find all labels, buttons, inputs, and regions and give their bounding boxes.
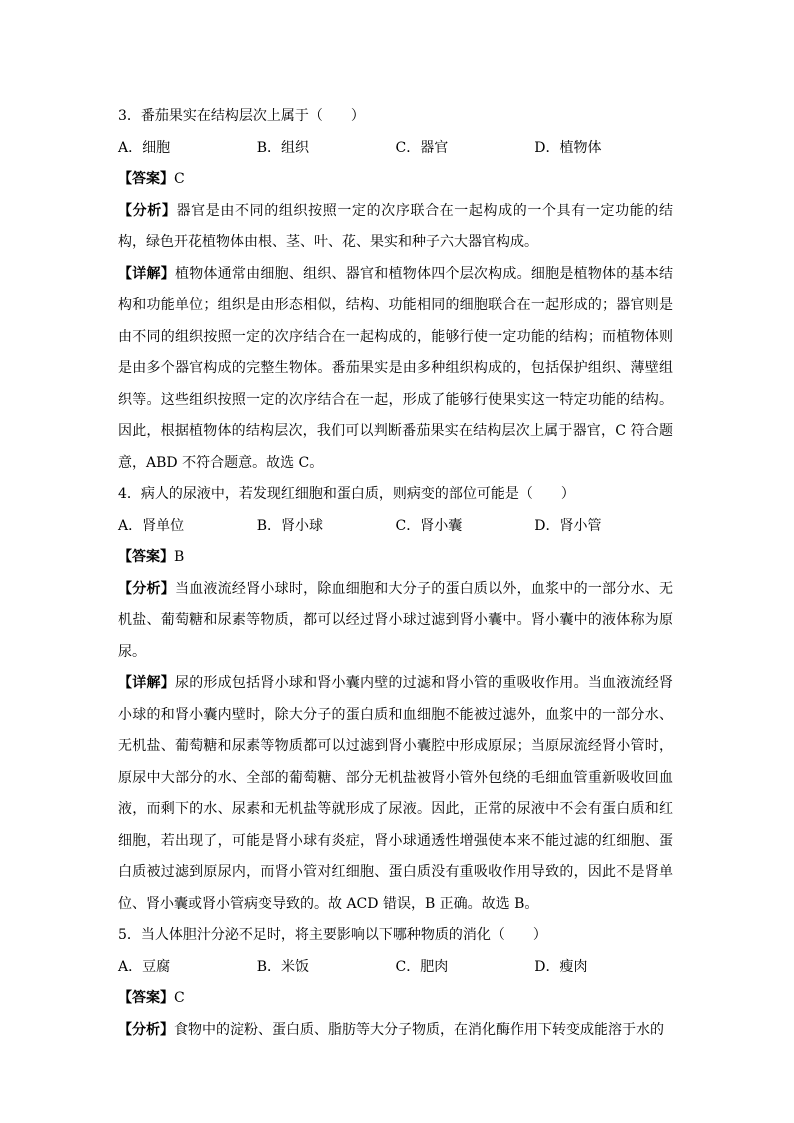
option-b: B．米饭 bbox=[256, 958, 310, 975]
question-options bbox=[118, 133, 673, 165]
answer-tag: 【答案】 bbox=[118, 990, 174, 1006]
option-a: A．豆腐 bbox=[118, 958, 171, 975]
answer-line bbox=[118, 542, 673, 574]
detail-text: 植物体通常由细胞、组织、器官和植物体四个层次构成。细胞是植物体的基本结构和功能单位；组织是由形态相似，结构、功能相同的细胞联合在一起形成的；器官则是由不同的组织按照一定的次序结合在一起构成的，能够行使一定功能的结构；而植物体则是由多个器官构成的完整生物体。番茄果实是由多种组织构成的，包括保护组织、薄壁组织等。这些组织按照一定的次序结合在一起，形成了能够行使果实这一特定功能的结构。因此，根据植物体的结构层次，我们可以判断番茄果实在结构层次上属于器官，C 符合题意，ABD 不符合题意。故选 C。 bbox=[118, 265, 674, 471]
option-b: B．肾小球 bbox=[256, 517, 324, 534]
analysis-text: 当血液流经肾小球时，除血细胞和大分子的蛋白质以外，血浆中的一部分水、无机盐、葡萄糖和尿素等物质，都可以经过肾小球过滤到肾小囊中。肾小囊中的液体称为原尿。 bbox=[118, 580, 674, 660]
answer-line bbox=[118, 983, 673, 1015]
document-body bbox=[118, 101, 673, 1046]
answer-tag: 【答案】 bbox=[118, 549, 174, 565]
option-d: D．植物体 bbox=[534, 139, 602, 156]
detail-tag: 【详解】 bbox=[118, 265, 175, 282]
question-options bbox=[118, 511, 673, 543]
analysis-text: 食物中的淀粉、蛋白质、脂肪等大分子物质，在消化酶作用下转变成能溶于水的 bbox=[174, 1021, 664, 1038]
option-a: A．肾单位 bbox=[118, 517, 185, 534]
question-5 bbox=[118, 920, 673, 1046]
option-c: C．肾小囊 bbox=[395, 517, 463, 534]
analysis-paragraph bbox=[118, 574, 673, 669]
answer-tag: 【答案】 bbox=[118, 171, 174, 187]
detail-tag: 【详解】 bbox=[118, 675, 175, 691]
option-b: B．组织 bbox=[256, 139, 310, 156]
answer-line bbox=[118, 164, 673, 196]
question-options bbox=[118, 952, 673, 984]
detail-text: 尿的形成包括肾小球和肾小囊内壁的过滤和肾小管的重吸收作用。当血液流经肾小球的和肾小囊内壁时，除大分子的蛋白质和血细胞不能被过滤外，血浆中的一部分水、无机盐、葡萄糖和尿素等物质都可以过滤到肾小囊腔中形成原尿；当原尿流经肾小管时，原尿中大部分的水、全部的葡萄糖、部分无机盐被肾小管外包绕的毛细血管重新吸收回血液，而剩下的水、尿素和无机盐等就形成了尿液。因此，正常的尿液中不会有蛋白质和红细胞，若出现了，可能是肾小球有炎症，肾小球通透性增强使本来不能过滤的红细胞、蛋白质被过滤到原尿内，而肾小管对红细胞、蛋白质没有重吸收作用导致的，因此不是肾单位、肾小囊或肾小管病变导致的。故 ACD 错误，B 正确。故选 B。 bbox=[118, 675, 674, 912]
analysis-tag: 【分析】 bbox=[118, 580, 175, 597]
detail-paragraph bbox=[118, 259, 673, 480]
analysis-paragraph bbox=[118, 196, 673, 259]
analysis-text: 器官是由不同的组织按照一定的次序联合在一起构成的一个具有一定功能的结构，绿色开花植物体由根、茎、叶、花、果实和种子六大器官构成。 bbox=[118, 202, 674, 250]
answer-value: C bbox=[174, 171, 185, 187]
question-stem: 3．番茄果实在结构层次上属于（ ） bbox=[118, 108, 365, 124]
analysis-tag: 【分析】 bbox=[118, 202, 177, 219]
option-d: D．肾小管 bbox=[534, 517, 602, 534]
option-d: D．瘦肉 bbox=[534, 958, 588, 975]
option-c: C．器官 bbox=[395, 139, 449, 156]
answer-value: C bbox=[174, 990, 185, 1006]
question-stem: 4．病人的尿液中，若发现红细胞和蛋白质，则病变的部位可能是（ ） bbox=[118, 486, 575, 502]
question-4 bbox=[118, 479, 673, 920]
answer-value: B bbox=[174, 549, 185, 565]
analysis-tag: 【分析】 bbox=[118, 1021, 174, 1038]
question-3 bbox=[118, 101, 673, 479]
option-a: A．细胞 bbox=[118, 139, 171, 156]
detail-paragraph bbox=[118, 668, 673, 920]
analysis-paragraph bbox=[118, 1015, 673, 1047]
option-c: C．肥肉 bbox=[395, 958, 449, 975]
question-stem: 5．当人体胆汁分泌不足时，将主要影响以下哪种物质的消化（ ） bbox=[118, 927, 547, 943]
